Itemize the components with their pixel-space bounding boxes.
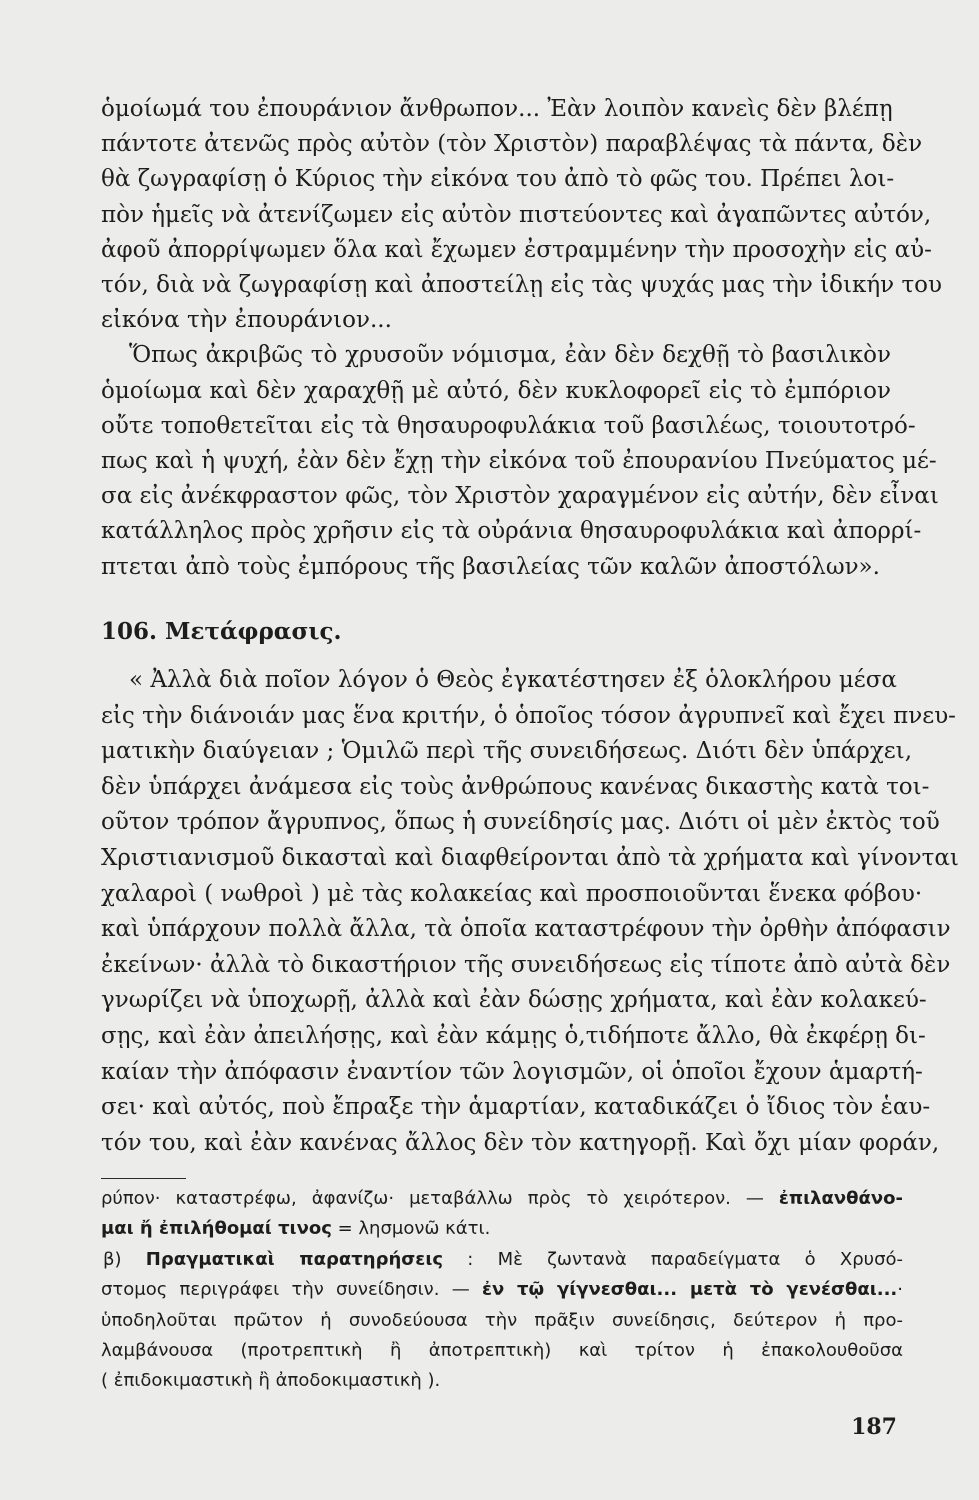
text-line: πως καὶ ἡ ψυχή, ἐὰν δὲν ἔχῃ τὴν εἰκόνα τοῦ ἐπουρανίου Πνεύματος μέ- [101, 448, 937, 475]
footnote-line: λαμβάνουσα (προτρεπτικὴ ἢ ἀποτρεπτικὴ) καὶ τρίτον ἡ ἐπακολουθοῦσα [101, 1340, 903, 1362]
text-line: Χριστιανισμοῦ δικασταὶ καὶ διαφθείρονται ἀπὸ τὰ χρήματα καὶ γίνονται [101, 844, 959, 871]
text-line: « Ἀλλὰ διὰ ποῖον λόγον ὁ Θεὸς ἐγκατέστησεν ἐξ ὁλοκλήρου μέσα [129, 667, 897, 693]
text-line: πὸν ἡμεῖς νὰ ἀτενίζωμεν εἰς αὐτὸν πιστεύοντες καὶ ἀγαπῶντες αὐτόν, [101, 201, 932, 228]
text-line: κατάλληλος πρὸς χρῆσιν εἰς τὰ οὐράνια θησαυροφυλάκια καὶ ἀπορρί- [101, 518, 922, 545]
text-line: ματικὴν διαύγειαν ; Ὁμιλῶ περὶ τῆς συνειδήσεως. Διότι δὲν ὑπάρχει, [101, 738, 913, 765]
text-line: πάντοτε ἀτενῶς πρὸς αὐτὸν (τὸν Χριστὸν) παραβλέψας τὰ πάντα, δὲν [101, 131, 923, 158]
text-line: Ὅπως ἀκριβῶς τὸ χρυσοῦν νόμισμα, ἐὰν δὲν δεχθῇ τὸ βασιλικὸν [129, 342, 891, 369]
text-line: ὁμοίωμα καὶ δὲν χαραχθῇ μὲ αὐτό, δὲν κυκλοφορεῖ εἰς τὸ ἐμπόριον [101, 377, 891, 404]
footnote-term: ἐν τῷ γίγνεσθαι... μετὰ τὸ γενέσθαι... [481, 1279, 898, 1301]
main-paragraph [101, 92, 943, 585]
footnote-text: · [897, 1279, 904, 1301]
footnote-divider [101, 1178, 186, 1179]
footnotes [101, 1184, 903, 1397]
footnote-line: ( ἐπιδοκιμαστικὴ ἢ ἀποδοκιμαστικὴ ). [101, 1370, 441, 1392]
text-line: τόν, διὰ νὰ ζωγραφίσῃ καὶ ἀποστείλῃ εἰς τὰς ψυχάς μας τὴν ἰδικήν του [101, 272, 943, 299]
text-line: πτεται ἀπὸ τοὺς ἐμπόρους τῆς βασιλείας τῶν καλῶν ἀποστόλων». [101, 553, 880, 580]
footnote-term: Πραγματικαὶ παρατηρήσεις [145, 1248, 443, 1270]
text-line: ἐκείνων· ἀλλὰ τὸ δικαστήριον τῆς συνειδήσεως εἰς τίποτε ἀπὸ αὐτὰ δὲν [101, 951, 951, 978]
footnote-line [101, 1214, 903, 1244]
footnote-term: ἐπιλανθάνο- [778, 1188, 903, 1209]
text-line: σει· καὶ αὐτός, ποὺ ἔπραξε τὴν ἁμαρτίαν, καταδικάζει ὁ ἴδιος τὸν ἑαυ- [101, 1094, 931, 1121]
footnote-text: στομος περιγράφει τὴν συνείδησιν. — [101, 1279, 482, 1301]
footnote-line: ὑποδηλοῦται πρῶτον ἡ συνοδεύουσα τὴν πρᾶξιν συνείδησις, δεύτερον ἡ προ- [101, 1309, 903, 1331]
text-line: τόν του, καὶ ἐὰν κανένας ἄλλος δὲν τὸν κατηγορῇ. Καὶ ὄχι μίαν φοράν, [101, 1129, 940, 1156]
footnote-term: μαι ἤ ἐπιλήθομαί τινος [101, 1218, 332, 1240]
text-line: δὲν ὑπάρχει ἀνάμεσα εἰς τοὺς ἀνθρώπους κανένας δικαστὴς κατὰ τοι- [101, 773, 930, 800]
section-heading: 106. Μετάφρασις. [101, 618, 342, 645]
text-line: οὔτε τοποθετεῖται εἰς τὰ θησαυροφυλάκια τοῦ βασιλέως, τοιουτοτρό- [101, 412, 916, 439]
text-line: γνωρίζει νὰ ὑποχωρῇ, ἀλλὰ καὶ ἐὰν δώσῃς χρήματα, καὶ ἐὰν κολακεύ- [101, 987, 927, 1014]
text-line: ὁμοίωμά του ἐπουράνιον ἄνθρωπον... Ἐὰν λοιπὸν κανεὶς δὲν βλέπῃ [101, 96, 893, 122]
page-number: 187 [851, 1414, 897, 1440]
footnote-line [101, 1275, 903, 1305]
text-line: καὶ ὑπάρχουν πολλὰ ἄλλα, τὰ ὁποῖα καταστρέφουν τὴν ὀρθὴν ἀπόφασιν [101, 916, 951, 943]
footnote-text: : Μὲ ζωντανὰ παραδείγματα ὁ Χρυσό- [443, 1248, 903, 1270]
text-line: εἰς τὴν διάνοιάν μας ἕνα κριτήν, ὁ ὁποῖος τόσον ἀγρυπνεῖ καὶ ἔχει πνευ- [101, 702, 956, 729]
footnote-text: = λησμονῶ κάτι. [331, 1218, 491, 1240]
footnote-line [101, 1245, 903, 1275]
section-paragraph [101, 663, 959, 1161]
footnote-line [101, 1184, 903, 1214]
text-line: ἀφοῦ ἀπορρίψωμεν ὅλα καὶ ἔχωμεν ἐστραμμένην τὴν προσοχὴν εἰς αὐ- [101, 236, 932, 263]
text-line: σα εἰς ἀνέκφραστον φῶς, τὸν Χριστὸν χαραγμένον εἰς αὐτήν, δὲν εἶναι [101, 483, 939, 510]
footnote-text: β) [103, 1248, 146, 1270]
text-line: εἰκόνα τὴν ἐπουράνιον... [101, 307, 392, 334]
text-line: θὰ ζωγραφίσῃ ὁ Κύριος τὴν εἰκόνα του ἀπὸ τὸ φῶς του. Πρέπει λοι- [101, 166, 895, 193]
text-line: σῃς, καὶ ἐὰν ἀπειλήσῃς, καὶ ἐὰν κάμῃς ὁ,τιδήποτε ἄλλο, θὰ ἐκφέρῃ δι- [101, 1022, 926, 1049]
footnote-text: ρύπον· καταστρέφω, ἀφανίζω· μεταβάλλω πρὸς τὸ χειρότερον. — [101, 1188, 779, 1209]
text-line: καίαν τὴν ἀπόφασιν ἐναντίον τῶν λογισμῶν, οἱ ὁποῖοι ἔχουν ἁμαρτή- [101, 1058, 923, 1085]
text-line: χαλαροὶ ( νωθροὶ ) μὲ τὰς κολακείας καὶ προσποιοῦνται ἕνεκα φόβου· [101, 880, 923, 907]
text-line: οῦτον τρόπον ἄγρυπνος, ὅπως ἡ συνείδησίς μας. Διότι οἱ μὲν ἐκτὸς τοῦ [101, 809, 940, 836]
